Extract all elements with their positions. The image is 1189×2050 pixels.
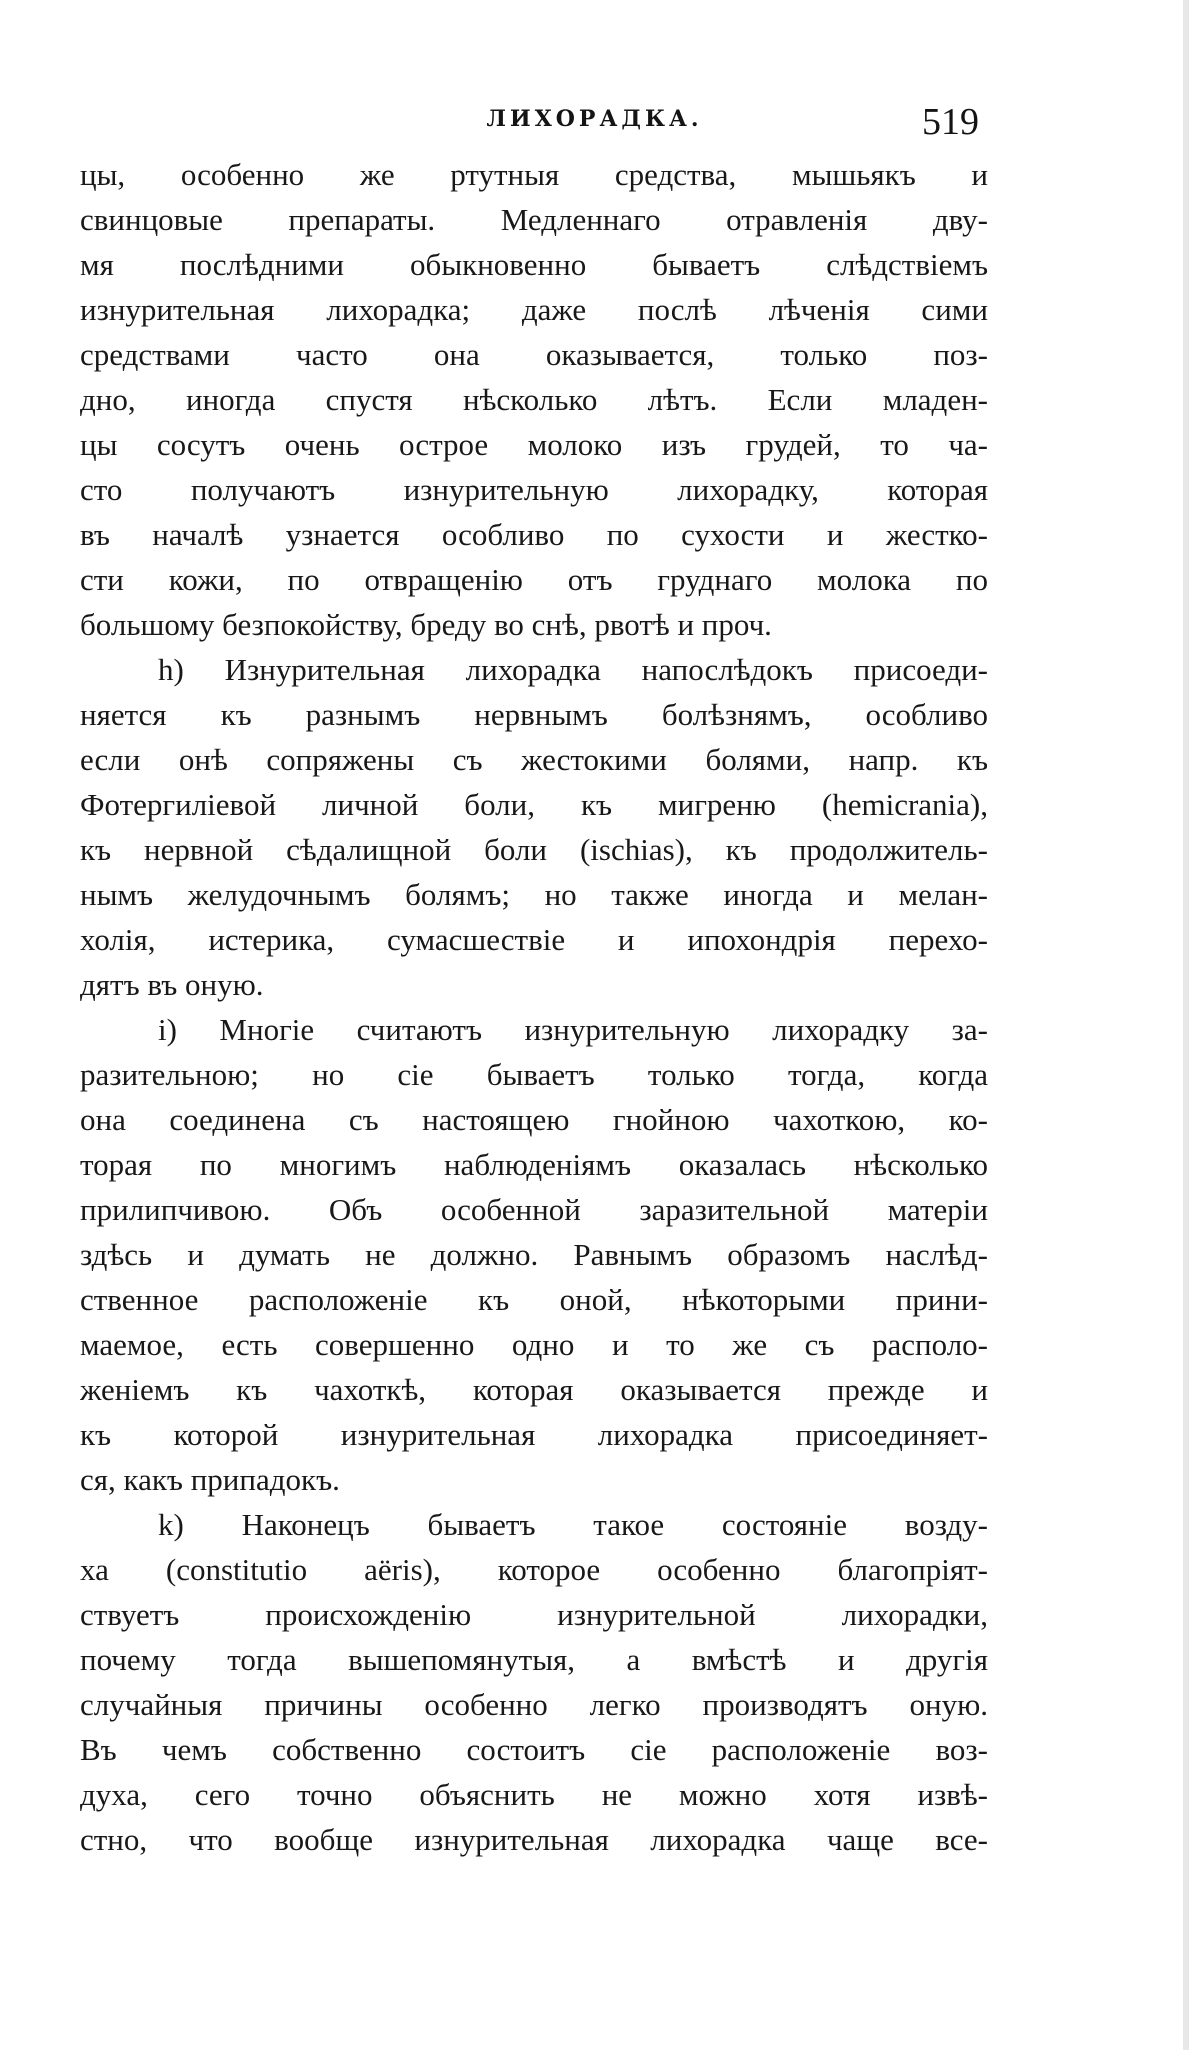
text-line: стно, что вообще изнурительная лихорадка чаще все- [80,1822,988,1857]
text-line: женіемъ къ чахоткѣ, которая оказывается прежде и [80,1372,988,1407]
text-line: ствуетъ происхожденію изнурительной лихорадки, [80,1597,988,1632]
running-title: ЛИХОРАДКА. [486,106,703,132]
text-line: свинцовые препараты. Медленнаго отравленія дву- [80,202,988,237]
text-line: къ нервной сѣдалищной боли (ischias), къ продолжитель- [80,832,988,867]
text-line: маемое, есть совершенно одно и то же съ располо- [80,1327,988,1362]
text-line: сти кожи, по отвращенію отъ груднаго молока по [80,562,988,597]
text-line: случайныя причины особенно легко производятъ оную. [80,1687,988,1722]
text-line: цы сосутъ очень острое молоко изъ грудей, то ча- [80,427,988,462]
text-line: холія, истерика, сумасшествіе и ипохондрія перехо- [80,922,988,957]
text-line: нымъ желудочнымъ болямъ; но также иногда и мелан- [80,877,988,912]
text-line: почему тогда вышепомянутыя, а вмѣстѣ и другія [80,1642,988,1677]
page-edge [1183,0,1189,2050]
text-line: разительною; но сіе бываетъ только тогда, когда [80,1057,988,1092]
page-number: 519 [922,101,979,143]
page-header [0,100,1189,152]
body-text [80,152,988,1862]
text-line: прилипчивою. Объ особенной заразительной матеріи [80,1192,988,1227]
text-line: большому безпокойству, бреду во снѣ, рвотѣ и проч. [80,607,772,642]
paragraph-k-start: k) Наконецъ бываетъ такое состояніе возду- [158,1507,988,1542]
text-line: ственное расположеніе къ оной, нѣкоторыми прини- [80,1282,988,1317]
text-line: она соединена съ настоящею гнойною чахоткою, ко- [80,1102,988,1137]
text-line: мя послѣдними обыкновенно бываетъ слѣдствіемъ [80,247,988,282]
text-line: въ началѣ узнается особливо по сухости и жестко- [80,517,988,552]
text-line: Въ чемъ собственно состоитъ сіе расположеніе воз- [80,1732,988,1767]
text-line: цы, особенно же ртутныя средства, мышьякъ и [80,157,988,192]
text-line: если онѣ сопряжены съ жестокими болями, напр. къ [80,742,988,777]
text-line: торая по многимъ наблюденіямъ оказалась нѣсколько [80,1147,988,1182]
paragraph-i-start: i) Многіе считаютъ изнурительную лихорадку за- [158,1012,988,1047]
text-line: здѣсь и думать не должно. Равнымъ образомъ наслѣд- [80,1237,988,1272]
paragraph-h-start: h) Изнурительная лихорадка напослѣдокъ присоеди- [158,652,988,687]
text-line: няется къ разнымъ нервнымъ болѣзнямъ, особливо [80,697,988,732]
text-line: сто получаютъ изнурительную лихорадку, которая [80,472,988,507]
text-line: ся, какъ припадокъ. [80,1462,340,1497]
text-line: средствами часто она оказывается, только поз- [80,337,988,372]
text-line: къ которой изнурительная лихорадка присоединяет- [80,1417,988,1452]
text-line: духа, сего точно объяснить не можно хотя извѣ- [80,1777,988,1812]
text-line: дятъ въ оную. [80,967,264,1002]
text-line: изнурительная лихорадка; даже послѣ лѣченія сими [80,292,988,327]
text-line: Фотергиліевой личной боли, къ мигреню (hemicrania), [80,787,988,822]
text-line: ха (constitutio aëris), которое особенно благопріят- [80,1552,988,1587]
text-line: дно, иногда спустя нѣсколько лѣтъ. Если младен- [80,382,988,417]
